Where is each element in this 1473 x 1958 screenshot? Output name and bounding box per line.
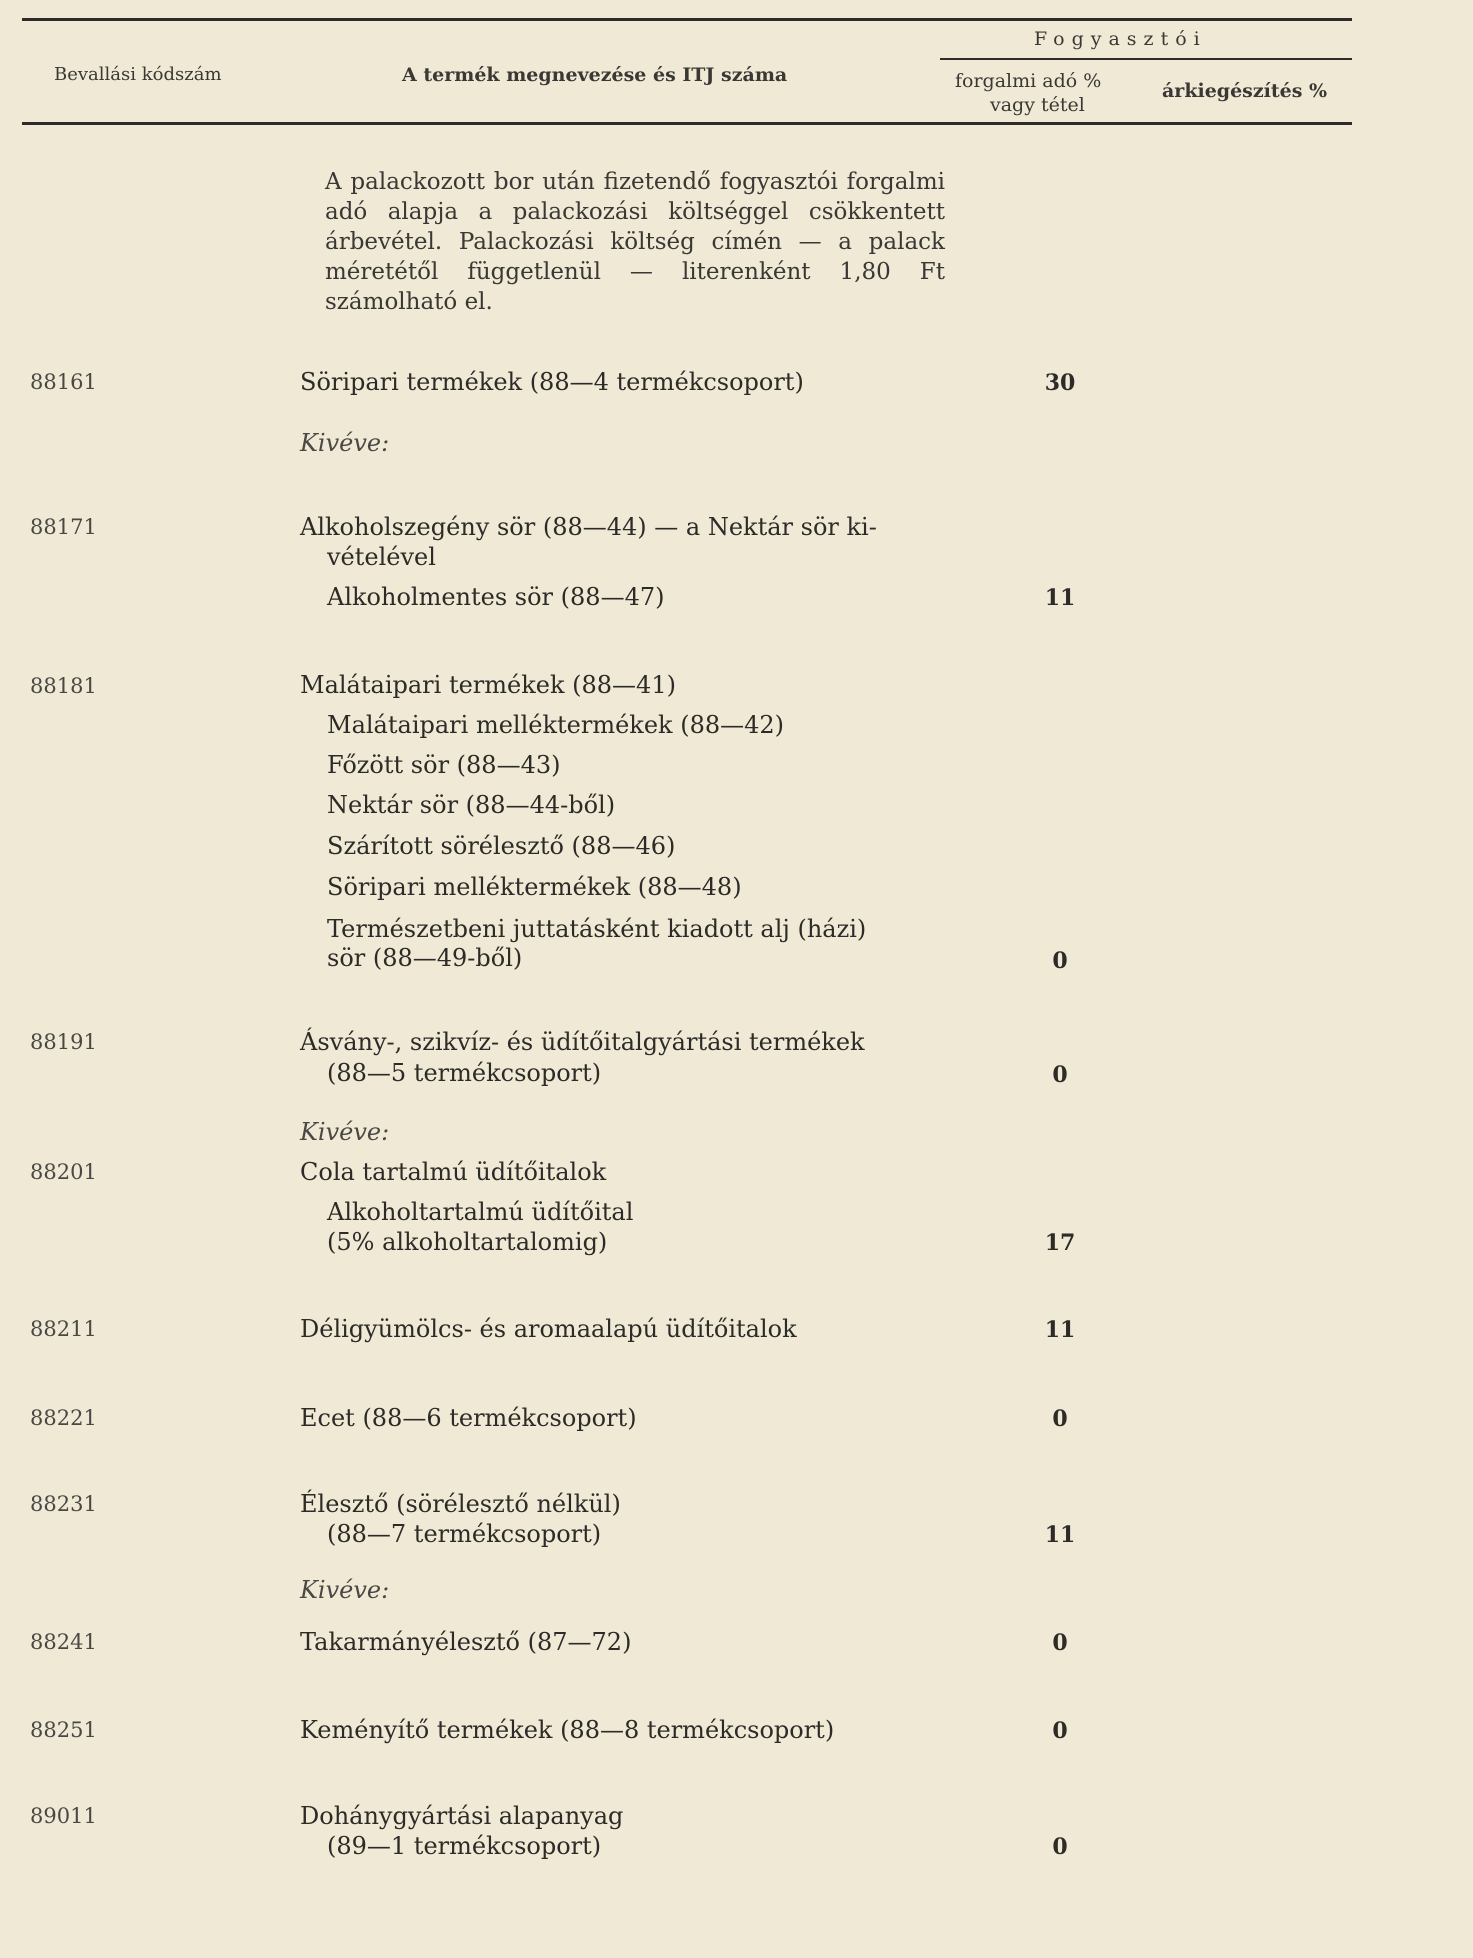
header-tax-column: forgalmi adó % <box>955 70 1102 92</box>
row-sub-item: sör (88—49-ből) <box>327 944 523 972</box>
row-sub-item: Természetbeni juttatásként kiadott alj (házi) <box>327 915 867 943</box>
row-sub-item: Alkoholmentes sör (88—47) <box>327 583 665 611</box>
row-description: Dohánygyártási alapanyag <box>300 1802 624 1830</box>
kiveve-label: Kivéve: <box>300 1118 390 1146</box>
row-rate: 30 <box>1044 370 1076 396</box>
row-code: 88171 <box>30 515 97 539</box>
row-description: Élesztő (sörélesztő nélkül) <box>300 1490 621 1518</box>
row-description: Déligyümölcs- és aromaalapú üdítőitalok <box>300 1315 797 1343</box>
row-sub-item: Főzött sör (88—43) <box>327 751 561 779</box>
row-sub-item: (5% alkoholtartalomig) <box>327 1228 608 1256</box>
header-tax-column-line2: vagy tétel <box>990 94 1085 116</box>
row-rate: 11 <box>1044 1317 1076 1343</box>
row-description: Söripari termékek (88—4 termékcsoport) <box>300 368 804 396</box>
header-bottom-rule <box>22 122 1352 125</box>
row-code: 89011 <box>30 1804 97 1828</box>
row-rate: 0 <box>1052 1406 1068 1432</box>
kiveve-label: Kivéve: <box>300 429 390 457</box>
header-name-column: A termék megnevezése és ITJ száma <box>402 64 788 86</box>
row-description: Cola tartalmú üdítőitalok <box>300 1158 607 1186</box>
row-code: 88241 <box>30 1630 97 1654</box>
row-description-cont: (88—7 termékcsoport) <box>327 1520 602 1548</box>
header-code-column: Bevallási kódszám <box>54 64 222 85</box>
header-group: Fogyasztói <box>1034 28 1207 50</box>
row-rate: 0 <box>1052 948 1068 974</box>
row-sub-item: Söripari melléktermékek (88—48) <box>327 873 742 901</box>
row-description: Ecet (88—6 termékcsoport) <box>300 1404 637 1432</box>
row-rate: 0 <box>1052 1718 1068 1744</box>
row-rate: 17 <box>1044 1230 1076 1256</box>
row-sub-item: Malátaipari melléktermékek (88—42) <box>327 711 785 739</box>
row-code: 88191 <box>30 1030 97 1054</box>
row-rate: 11 <box>1044 1522 1076 1548</box>
row-code: 88211 <box>30 1317 97 1341</box>
kiveve-label: Kivéve: <box>300 1576 390 1604</box>
row-code: 88201 <box>30 1160 97 1184</box>
row-description: Keményítő termékek (88—8 termékcsoport) <box>300 1716 835 1744</box>
row-rate: 0 <box>1052 1062 1068 1088</box>
row-code: 88251 <box>30 1718 97 1742</box>
row-sub-item: Alkoholtartalmú üdítőital <box>327 1198 634 1226</box>
row-description-cont: (88—5 termékcsoport) <box>327 1059 602 1087</box>
row-description-cont: (89—1 termékcsoport) <box>327 1832 602 1860</box>
top-rule <box>22 18 1352 21</box>
row-rate: 0 <box>1052 1630 1068 1656</box>
row-sub-item: Szárított sörélesztő (88—46) <box>327 832 676 860</box>
row-description: Ásvány-, szikvíz- és üdítőitalgyártási termékek <box>300 1028 865 1056</box>
row-description: Takarmányélesztő (87—72) <box>300 1628 632 1656</box>
group-rule <box>940 58 1352 60</box>
row-code: 88221 <box>30 1406 97 1430</box>
row-code: 88231 <box>30 1492 97 1516</box>
row-rate: 11 <box>1044 585 1076 611</box>
row-description: Malátaipari termékek (88—41) <box>300 671 676 699</box>
header-price-column: árkiegészítés % <box>1162 80 1328 102</box>
row-rate: 0 <box>1052 1834 1068 1860</box>
row-code: 88161 <box>30 370 97 394</box>
row-sub-item: Nektár sör (88—44-ből) <box>327 791 616 819</box>
row-description: Alkoholszegény sör (88—44) — a Nektár sör ki- <box>300 513 877 541</box>
note-paragraph: A palackozott bor után fizetendő fogyasztói forgalmi adó alapja a palackozási költséggel csökkentett árbevétel. Palackozási költség címén — a palack méretétől függetlenül — literenként 1,80 Ft számolható el. <box>325 169 945 315</box>
row-code: 88181 <box>30 674 97 698</box>
row-description-cont: vételével <box>327 543 436 571</box>
